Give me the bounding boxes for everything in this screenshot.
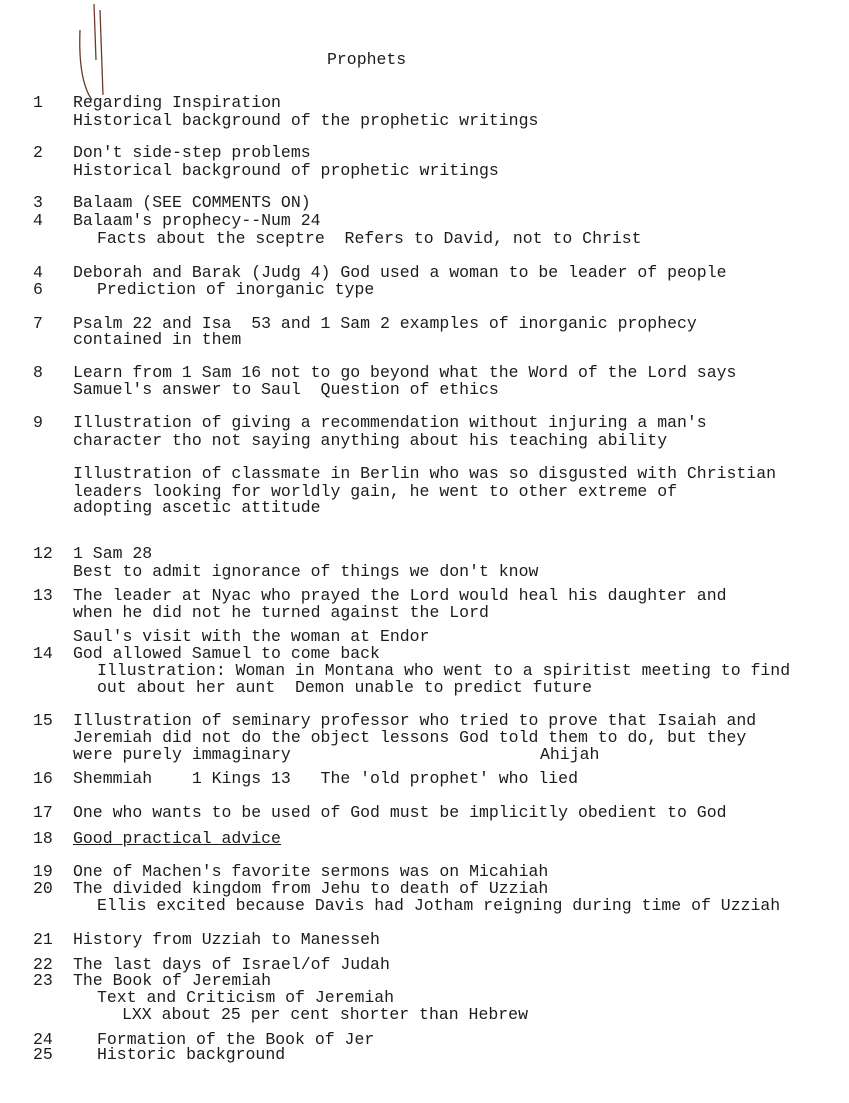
page-number: 20 <box>33 879 53 898</box>
note-line: Jeremiah did not do the object lessons God told them to do, but they <box>73 728 747 747</box>
page-number: 7 <box>33 314 43 333</box>
page-number: 18 <box>33 829 53 848</box>
note-line: Balaam's prophecy--Num 24 <box>73 211 321 230</box>
page-number: 17 <box>33 803 53 822</box>
page-number: 8 <box>33 363 43 382</box>
note-line: Historic background <box>97 1045 286 1064</box>
page-number: 25 <box>33 1045 53 1064</box>
note-line: Illustration of seminary professor who tried to prove that Isaiah and <box>73 711 757 730</box>
page-number: 4 <box>33 211 43 230</box>
page-number: 22 <box>33 955 53 974</box>
note-line: character tho not saying anything about his teaching ability <box>73 431 668 450</box>
page-number: 9 <box>33 413 43 432</box>
note-line: The leader at Nyac who prayed the Lord would heal his daughter and <box>73 586 727 605</box>
note-line: Ahijah <box>540 745 600 764</box>
note-line: when he did not he turned against the Lord <box>73 603 489 622</box>
page-number: 19 <box>33 862 53 881</box>
note-line: One of Machen's favorite sermons was on Micahiah <box>73 862 549 881</box>
note-line: Prediction of inorganic type <box>97 280 375 299</box>
note-line: History from Uzziah to Manesseh <box>73 930 380 949</box>
note-line: were purely immaginary <box>73 745 291 764</box>
note-line: Historical background of the prophetic writings <box>73 111 539 130</box>
page-number: 4 <box>33 263 43 282</box>
note-line: Shemmiah 1 Kings 13 The 'old prophet' who lied <box>73 769 578 788</box>
note-line: Psalm 22 and Isa 53 and 1 Sam 2 examples of inorganic prophecy <box>73 314 697 333</box>
page-number: 2 <box>33 143 43 162</box>
page-number: 14 <box>33 644 53 663</box>
note-line: The last days of Israel/of Judah <box>73 955 390 974</box>
note-line: Illustration of giving a recommendation without injuring a man's <box>73 413 707 432</box>
note-line: leaders looking for worldly gain, he went to other extreme of <box>73 482 677 501</box>
note-line: Balaam (SEE COMMENTS ON) <box>73 193 311 212</box>
note-line: Formation of the Book of Jer <box>97 1030 375 1049</box>
note-line: Samuel's answer to Saul Question of ethics <box>73 380 499 399</box>
note-line: Saul's visit with the woman at Endor <box>73 627 430 646</box>
note-line: Learn from 1 Sam 16 not to go beyond what the Word of the Lord says <box>73 363 737 382</box>
note-line: Good practical advice <box>73 829 281 848</box>
page-number: 23 <box>33 971 53 990</box>
page-number: 13 <box>33 586 53 605</box>
page-number: 12 <box>33 544 53 563</box>
note-line: God allowed Samuel to come back <box>73 644 380 663</box>
note-line: Don't side-step problems <box>73 143 311 162</box>
page-number: 1 <box>33 93 43 112</box>
note-line: contained in them <box>73 330 242 349</box>
note-line: Best to admit ignorance of things we don't know <box>73 562 539 581</box>
note-line: Regarding Inspiration <box>73 93 281 112</box>
note-line: Text and Criticism of Jeremiah <box>97 988 395 1007</box>
note-line: adopting ascetic attitude <box>73 498 321 517</box>
note-line: Facts about the sceptre Refers to David, not to Christ <box>97 229 642 248</box>
note-line: Deborah and Barak (Judg 4) God used a woman to be leader of people <box>73 263 727 282</box>
page-number: 15 <box>33 711 53 730</box>
note-line: Illustration of classmate in Berlin who was so disgusted with Christian <box>73 464 777 483</box>
page-number: 21 <box>33 930 53 949</box>
note-line: One who wants to be used of God must be implicitly obedient to God <box>73 803 727 822</box>
note-line: LXX about 25 per cent shorter than Hebrew <box>122 1005 528 1024</box>
note-line: Illustration: Woman in Montana who went to a spiritist meeting to find <box>97 661 791 680</box>
note-line: Ellis excited because Davis had Jotham reigning during time of Uzziah <box>97 896 781 915</box>
page-number: 16 <box>33 769 53 788</box>
page-number: 24 <box>33 1030 53 1049</box>
page-title: Prophets <box>327 50 407 69</box>
note-line: The divided kingdom from Jehu to death of Uzziah <box>73 879 549 898</box>
note-line: Historical background of prophetic writings <box>73 161 499 180</box>
note-line: 1 Sam 28 <box>73 544 153 563</box>
page-number: 6 <box>33 280 43 299</box>
note-line: The Book of Jeremiah <box>73 971 272 990</box>
page-number: 3 <box>33 193 43 212</box>
note-line: out about her aunt Demon unable to predict future <box>97 678 593 697</box>
